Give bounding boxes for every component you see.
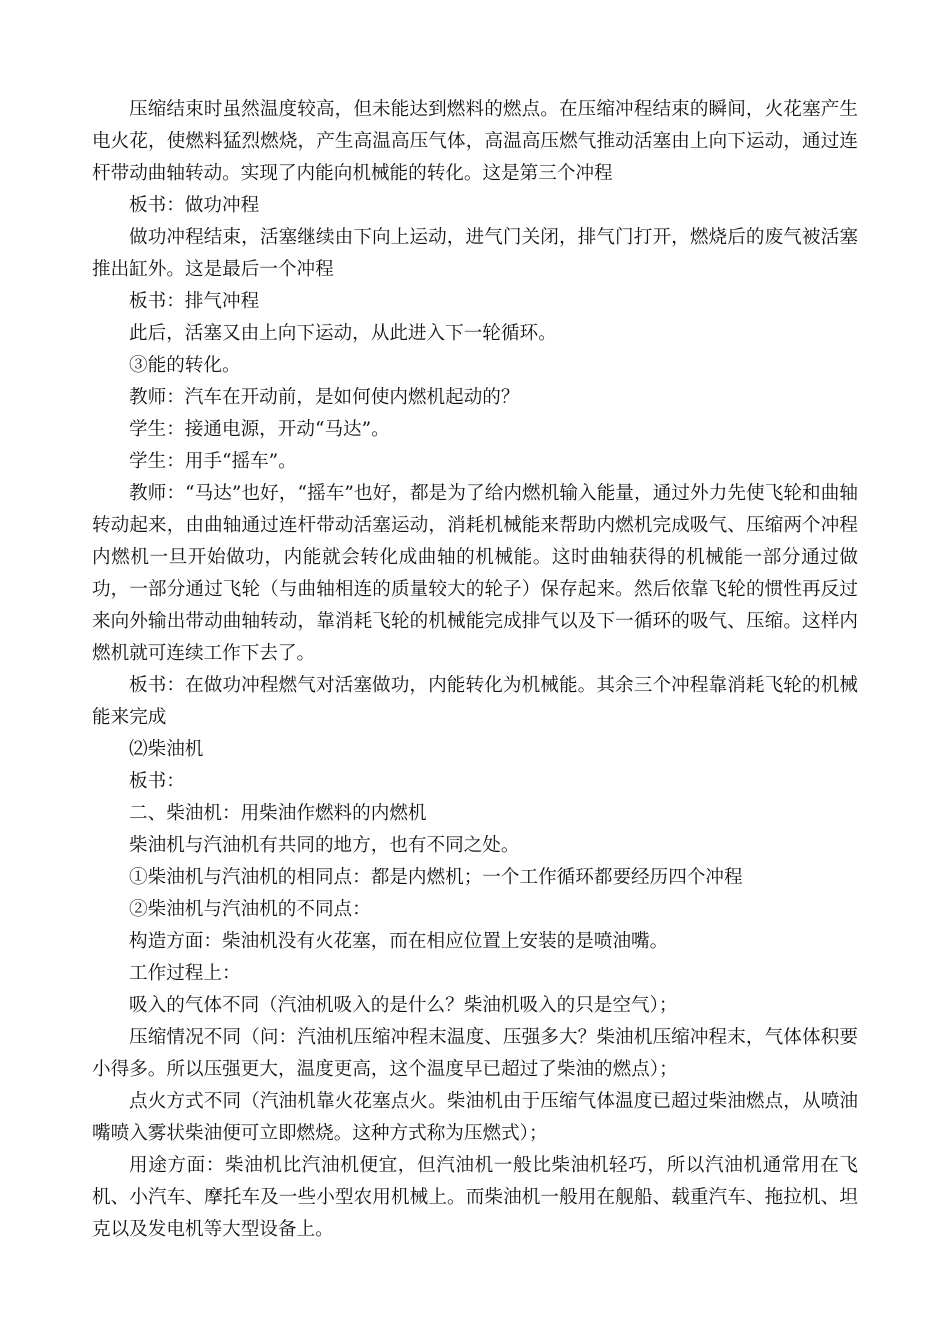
dialogue-teacher-explanation: 教师：“马达”也好，“摇车”也好，都是为了给内燃机输入能量，通过外力先使飞轮和曲轴转动起来，由曲轴通过连杆带动活塞运动，消耗机械能来帮助内燃机完成吸气、压缩两个冲程内燃机一旦开始做功，内能就会转化成曲轴的机械能。这时曲轴获得的机械能一部分通过做功，一部分通过飞轮（与曲轴相连的质量较大的轮子）保存起来。然后依靠飞轮的惯性再反过来向外输出带动曲轴转动，靠消耗飞轮的机械能完成排气以及下一循环的吸气、压缩。这样内燃机就可连续工作下去了。 — [92, 483, 858, 664]
paragraph-next-cycle: 此后，活塞又由上向下运动，从此进入下一轮循环。 — [129, 323, 557, 344]
board-note-power-stroke: 板书：做功冲程 — [129, 195, 260, 216]
dialogue-student-answer-1: 学生：接通电源，开动“马达”。 — [129, 419, 390, 440]
board-note-diesel-definition: 二、柴油机：用柴油作燃料的内燃机 — [129, 803, 427, 824]
paragraph-compression-difference: 压缩情况不同（问：汽油机压缩冲程末温度、压强多大？柴油机压缩冲程末，气体体积要小得多。所以压强更大，温度更高，这个温度早已超过了柴油的燃点）； — [92, 1027, 858, 1080]
heading-energy-conversion: ③能的转化。 — [129, 355, 241, 376]
document-page — [92, 94, 858, 1246]
paragraph-usage-difference: 用途方面：柴油机比汽油机便宜，但汽油机一般比柴油机轻巧，所以汽油机通常用在飞机、小汽车、摩托车及一些小型农用机械上。而柴油机一般用在舰船、载重汽车、拖拉机、坦克以及发电机等大型设备上。 — [92, 1155, 858, 1240]
paragraph-compression-end: 压缩结束时虽然温度较高，但未能达到燃料的燃点。在压缩冲程结束的瞬间，火花塞产生电火花，使燃料猛烈燃烧，产生高温高压气体，高温高压燃气推动活塞由上向下运动，通过连杆带动曲轴转动。实现了内能向机械能的转化。这是第三个冲程 — [92, 99, 858, 184]
dialogue-teacher-question: 教师：汽车在开动前，是如何使内燃机起动的？ — [129, 387, 520, 408]
paragraph-construction-difference: 构造方面：柴油机没有火花塞，而在相应位置上安装的是喷油嘴。 — [129, 931, 669, 952]
heading-working-process: 工作过程上： — [129, 963, 241, 984]
paragraph-diesel-vs-gasoline: 柴油机与汽油机有共同的地方，也有不同之处。 — [129, 835, 520, 856]
board-note-energy-summary: 板书：在做功冲程燃气对活塞做功，内能转化为机械能。其余三个冲程靠消耗飞轮的机械能来完成 — [92, 675, 858, 728]
paragraph-ignition-difference: 点火方式不同（汽油机靠火花塞点火。柴油机由于压缩气体温度已超过柴油燃点，从喷油嘴喷入雾状柴油便可立即燃烧。这种方式称为压燃式）； — [92, 1091, 858, 1144]
dialogue-student-answer-2: 学生：用手“摇车”。 — [129, 451, 297, 472]
paragraph-intake-difference: 吸入的气体不同（汽油机吸入的是什么？柴油机吸入的只是空气）； — [129, 995, 678, 1016]
list-item-similarities: ①柴油机与汽油机的相同点：都是内燃机；一个工作循环都要经历四个冲程 — [129, 867, 743, 888]
heading-diesel-engine: ⑵柴油机 — [129, 739, 204, 760]
board-note-label: 板书： — [129, 771, 185, 792]
list-item-differences: ②柴油机与汽油机的不同点： — [129, 899, 371, 920]
paragraph-power-stroke-end: 做功冲程结束，活塞继续由下向上运动，进气门关闭，排气门打开，燃烧后的废气被活塞推出缸外。这是最后一个冲程 — [92, 227, 858, 280]
board-note-exhaust-stroke: 板书：排气冲程 — [129, 291, 260, 312]
